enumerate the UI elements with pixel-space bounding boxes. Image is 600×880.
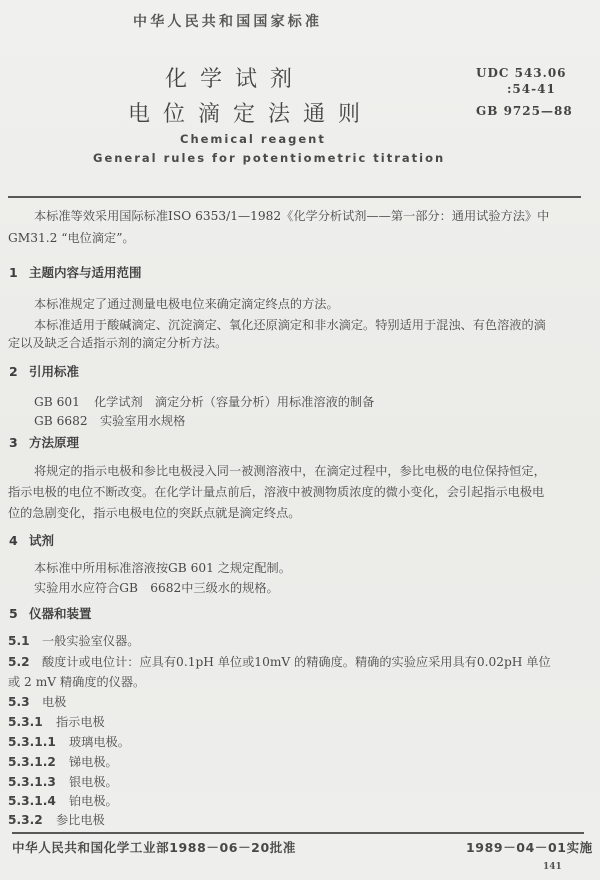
intro-line1: 本标准等效采用国际标准ISO 6353/1—1982《化学分析试剂——第一部分：通用试验方法》中	[34, 209, 550, 223]
section-number: 1	[9, 265, 18, 280]
clause-number: 5.3.1	[8, 715, 43, 729]
clause-text: 指示电极	[56, 715, 105, 729]
section-2-heading	[9, 362, 79, 380]
section-3-para: 将规定的指示电极和参比电极浸入同一被测溶液中，在滴定过程中，参比电极的电位保持恒定，	[34, 464, 546, 478]
clause-5-3-2	[8, 811, 105, 828]
approval-statement: 中华人民共和国化学工业部1988－06－20批准	[12, 840, 296, 855]
title-en-line1: Chemical reagent	[180, 132, 326, 146]
clause-5-1	[8, 632, 140, 649]
section-1-heading	[9, 263, 142, 281]
clause-5-3-1-3	[8, 773, 118, 790]
reference-code: GB 6682	[34, 414, 88, 428]
clause-text: 锑电极。	[69, 755, 118, 769]
clause-5-3-1	[8, 713, 105, 730]
page-number: 141	[543, 862, 562, 872]
clause-number: 5.3.1.2	[8, 755, 56, 769]
clause-5-3-1-1	[8, 733, 130, 750]
clause-number: 5.3	[8, 695, 30, 709]
title-en-line2: General rules for potentiometric titration	[93, 151, 446, 165]
intro-line2: GM31.2 “电位滴定”。	[8, 231, 135, 245]
clause-text: 玻璃电极。	[69, 735, 130, 749]
section-title: 方法原理	[29, 435, 80, 450]
clause-5-3-1-2	[8, 753, 118, 770]
gb-code: GB 9725—88	[476, 104, 573, 118]
clause-text: 酸度计或电位计：应具有0.1pH 单位或10mV 的精确度。精确的实验应采用具有0.02pH 单位	[42, 655, 551, 669]
section-title: 引用标准	[29, 364, 80, 379]
clause-5-3	[8, 693, 66, 710]
clause-text: 电极	[42, 695, 67, 709]
reference-title: 化学试剂 滴定分析（容量分析）用标准溶液的制备	[94, 395, 375, 409]
clause-number: 5.2	[8, 655, 30, 669]
clause-number: 5.3.1.4	[8, 794, 56, 808]
implementation-date: 1989－04－01实施	[466, 840, 593, 855]
reference-title: 实验室用水规格	[100, 414, 186, 428]
section-title: 主题内容与适用范围	[29, 265, 142, 280]
clause-text: 铂电极。	[69, 794, 118, 808]
reference-item	[34, 392, 374, 412]
clause-text: 银电极。	[69, 775, 118, 789]
clause-5-2-continuation: 或 2 mV 精确度的仪器。	[8, 675, 146, 689]
title-cn-line1: 化学试剂	[165, 67, 306, 92]
section-number: 3	[9, 435, 18, 450]
section-title: 试剂	[29, 533, 55, 548]
section-number: 4	[9, 533, 18, 548]
udc-code: UDC 543.06	[476, 66, 567, 80]
title-cn-line2: 电位滴定法通则	[128, 102, 374, 127]
section-1-para: 定以及缺乏合适指示剂的滴定分析方法。	[8, 336, 228, 350]
section-1-para: 本标准规定了通过测量电极电位来确定滴定终点的方法。	[34, 297, 339, 311]
clause-5-3-1-4	[8, 792, 118, 809]
clause-number: 5.3.1.1	[8, 735, 56, 749]
section-1-para: 本标准适用于酸碱滴定、沉淀滴定、氧化还原滴定和非水滴定。特别适用于混浊、有色溶液的滴	[34, 318, 546, 332]
section-4-heading	[9, 531, 54, 549]
clause-5-2	[8, 653, 551, 670]
clause-text: 一般实验室仪器。	[42, 634, 140, 648]
header-divider	[8, 196, 581, 198]
udc-code-sub: :54-41	[507, 82, 556, 96]
clause-text: 参比电极	[56, 813, 105, 827]
section-number: 5	[9, 606, 18, 621]
footer-divider	[12, 832, 584, 834]
national-standard-header: 中华人民共和国国家标准	[133, 14, 323, 30]
reference-item	[34, 411, 185, 431]
clause-number: 5.3.2	[8, 813, 43, 827]
clause-number: 5.1	[8, 634, 30, 648]
section-number: 2	[9, 364, 18, 379]
section-4-para: 本标准中所用标准溶液按GB 601 之规定配制。	[34, 561, 291, 575]
section-5-heading	[9, 604, 92, 622]
reference-code: GB 601	[34, 395, 80, 409]
section-3-heading	[9, 433, 79, 451]
clause-number: 5.3.1.3	[8, 775, 56, 789]
section-3-para: 指示电极的电位不断改变。在化学计量点前后，溶液中被测物质浓度的微小变化，会引起指示电极电	[8, 485, 545, 499]
section-3-para: 位的急剧变化，指示电极电位的突跃点就是滴定终点。	[8, 506, 301, 520]
section-title: 仪器和装置	[29, 606, 92, 621]
section-4-para: 实验用水应符合GB 6682中三级水的规格。	[34, 581, 279, 595]
